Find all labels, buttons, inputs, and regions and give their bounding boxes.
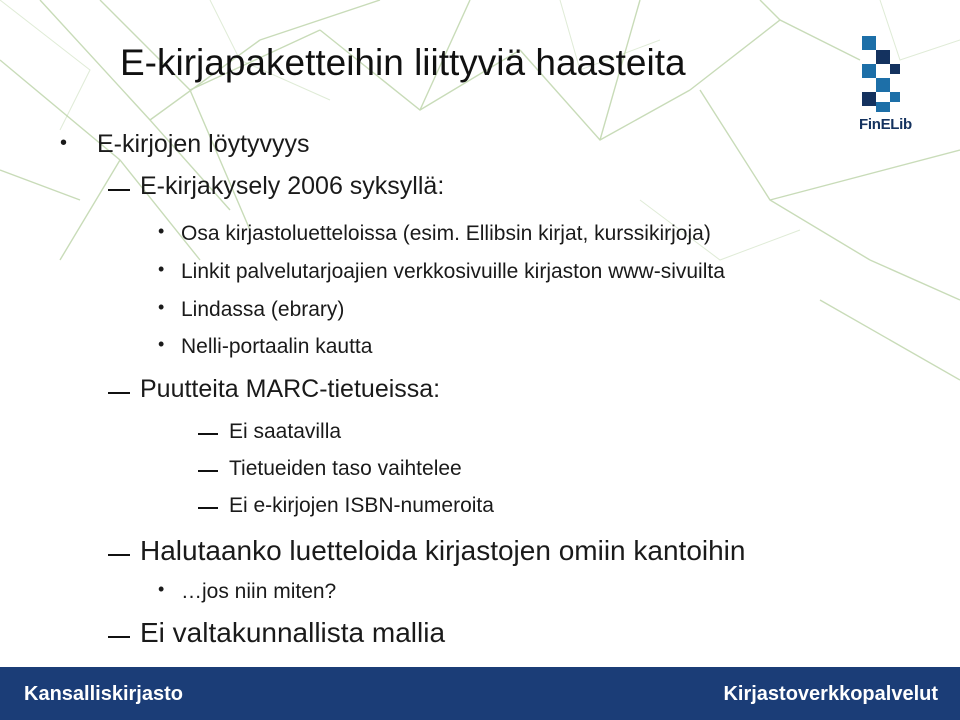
bullet-dot-icon: • [158,221,165,241]
dash-icon [198,507,218,509]
sub-item-text: Halutaanko luetteloida kirjastojen omiin kantoihin [140,535,746,566]
bullet-dot-icon: • [60,132,68,154]
dash-icon [198,470,218,472]
dash-icon [108,392,130,394]
bullet-dot-icon: • [158,579,165,599]
sub-sub-item-text: Linkit palvelutarjoajien verkkosivuille kirjaston www-sivuilta [181,260,725,283]
dash-icon [108,554,130,556]
bullet-dot-icon: • [158,297,165,317]
sub-sub-item-text: Nelli-portaalin kautta [181,335,373,358]
bullet-text: E-kirjojen löytyvyys [97,130,310,158]
dash-icon [108,636,130,638]
dash-icon [108,189,130,191]
slide-title: E-kirjapaketteihin liittyviä haasteita [120,42,686,83]
sub-item-text: Puutteita MARC-tietueissa: [140,375,441,403]
footer-left-brand: Kansalliskirjasto [24,683,183,705]
sub-sub-item-text: Osa kirjastoluetteloissa (esim. Ellibsin kirjat, kurssikirjoja) [181,222,711,245]
sub-sub-item-text: Tietueiden taso vaihtelee [229,457,462,480]
footer-right-brand: Kirjastoverkkopalvelut [723,683,938,705]
dash-icon [198,433,218,435]
bullet-dot-icon: • [158,334,165,354]
sub-sub-item-text: Ei saatavilla [229,420,342,443]
sub-sub-item-text: …jos niin miten? [181,580,337,603]
sub-sub-item-text: Lindassa (ebrary) [181,298,345,321]
bullet-dot-icon: • [158,259,165,279]
sub-item-text: E-kirjakysely 2006 syksyllä: [140,172,445,200]
finelib-logo-text: FinELib [859,116,912,133]
sub-item-text: Ei valtakunnallista mallia [140,617,446,648]
sub-sub-item-text: Ei e-kirjojen ISBN-numeroita [229,494,494,517]
footer-bar [0,667,960,720]
